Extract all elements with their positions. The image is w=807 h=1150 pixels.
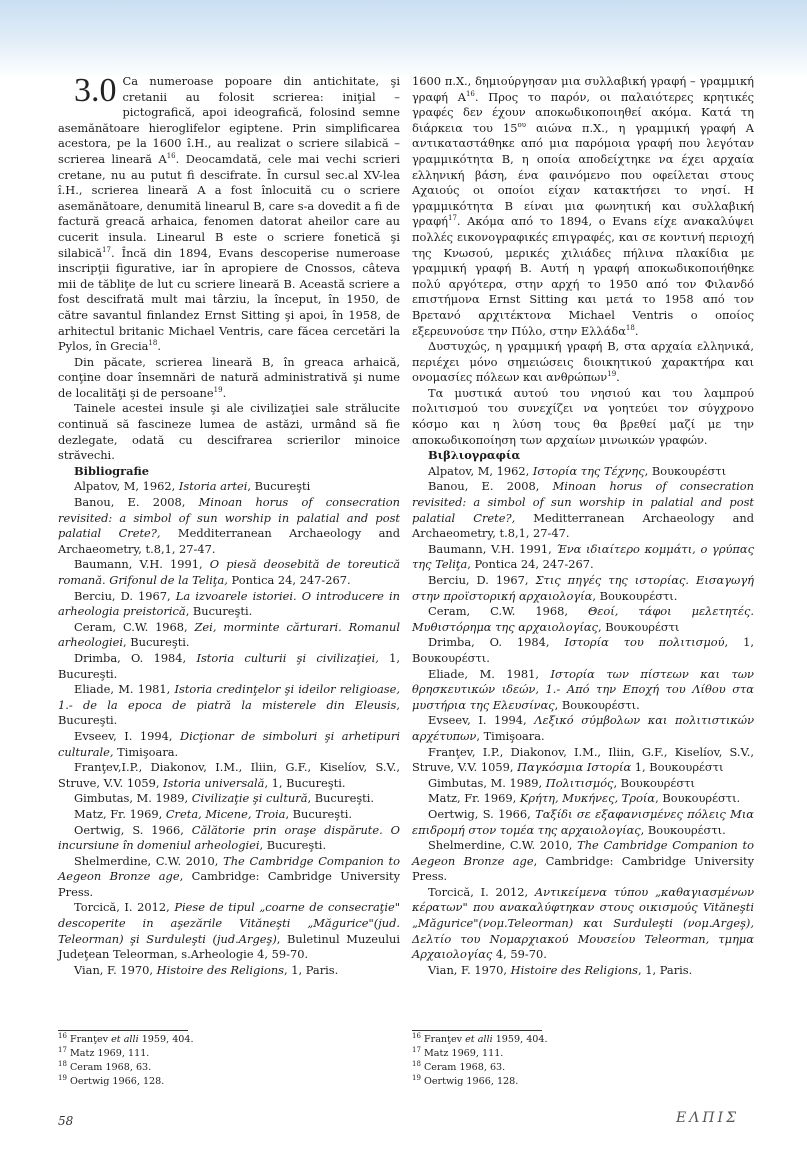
- footnote-text: Matz 1969, 111.: [420, 1048, 504, 1059]
- bibliography-entry: [58, 589, 400, 620]
- reference-title: Κρήτη, Μυκήνες, Τροία: [519, 791, 656, 806]
- reference-title: The Cambridge Companion to Aegeon Bronze age: [412, 838, 754, 868]
- paragraph-text: .: [616, 370, 620, 385]
- bibliography-entry: [412, 573, 754, 604]
- intro-paragraph: [58, 74, 400, 355]
- footnote-number: 17: [58, 1045, 67, 1054]
- paragraph: [412, 339, 754, 386]
- bibliography-entry: [58, 651, 400, 682]
- bibliography-entry: [58, 791, 400, 807]
- reference-author: Evseev, I. 1994,: [428, 713, 535, 728]
- footnote-ref[interactable]: 18: [625, 323, 635, 332]
- reference-publication: , Bucureşti.: [185, 604, 253, 619]
- footnote: [58, 1033, 194, 1047]
- paragraph: [58, 355, 400, 402]
- paragraph-text: Δυστυχώς, η γραμμική γραφή Β, στα αρχαία ελληνικά, περιέχει μόνο σημειώσεις διοικητικού χαρακτήρα και ονομασίες πόλεων και ανθρώπων: [412, 339, 754, 385]
- bibliography-entry: [58, 495, 400, 557]
- reference-publication: , Βουκουρέστι.: [554, 697, 640, 712]
- reference-author: Ceram, C.W. 1968,: [74, 619, 195, 634]
- bibliography-entry: [412, 745, 754, 776]
- header-band: [0, 0, 807, 78]
- paragraph-text: .: [222, 385, 227, 400]
- footnotes-right: [412, 1033, 548, 1089]
- footnote-text: et alli: [465, 1034, 493, 1045]
- footnote: [58, 1061, 194, 1075]
- paragraph-text: .: [634, 323, 639, 338]
- intro-text: . Încă din 1894, Evans descoperise numeroase inscripţii figurative, iar în apropiere de Cnossos, câteva mii de tăbliţe de lut cu scriere lineară B. Această scriere a fost descifrată mult mai târziu, la început, în 1950, de către savantul finlandez Ernst Sitting şi apoi, în 1958, de arhitectul britanic Michael Ventris, care făcea cercetări la Pylos, în Grecia: [58, 245, 400, 354]
- reference-title: Στις πηγές της ιστορίας. Εισαγωγή στην προϊστορική αρχαιολογία: [412, 573, 754, 603]
- reference-title: Ιστορία του πολιτισμού: [564, 635, 725, 650]
- reference-publication: Pontica 24, 247-267.: [227, 573, 351, 587]
- footnote-text: Ceram 1968, 63.: [420, 1062, 506, 1073]
- reference-author: Baumann, V.H. 1991,: [74, 557, 210, 572]
- bibliography-entry: [58, 854, 400, 901]
- bibliography-entry: [412, 791, 754, 807]
- bibliography-entry: [412, 667, 754, 714]
- reference-author: Drimba, O. 1984,: [74, 650, 197, 665]
- paragraph: Tainele acestei insule şi ale civilizaţiei sale strălucite continuă să fascineze lumea de astăzi, urmând să fie dezlegate, odată cu descifrarea scrierilor minoice străvechi.: [58, 401, 400, 463]
- footnote-text: Ceram 1968, 63.: [66, 1062, 152, 1073]
- footnote: [412, 1075, 548, 1089]
- footnote-ref[interactable]: 16: [166, 152, 176, 161]
- reference-author: Vian, F. 1970,: [74, 962, 157, 977]
- reference-publication: , Bucureşti.: [285, 806, 352, 821]
- reference-title: Civilizaţie şi cultură: [191, 791, 308, 806]
- reference-publication: , Βουκουρέστι: [644, 463, 727, 478]
- reference-publication: , Pontica 24, 247-267.: [467, 557, 594, 572]
- bibliography-entry: [412, 479, 754, 541]
- reference-author: Shelmerdine, C.W. 2010,: [428, 838, 578, 853]
- footnote-text: Oertwig 1966, 128.: [66, 1076, 165, 1087]
- reference-author: Berciu, D. 1967,: [74, 588, 176, 603]
- reference-author: Oertwig, S. 1966,: [428, 806, 536, 821]
- reference-author: Gimbutas, M. 1989,: [74, 791, 192, 806]
- footnote-text: Oertwig 1966, 128.: [420, 1076, 519, 1087]
- reference-publication: , Βουκουρέστι.: [640, 822, 726, 837]
- reference-author: Matz, Fr. 1969,: [428, 791, 520, 806]
- reference-author: Baumann, V.H. 1991,: [428, 541, 557, 556]
- reference-publication: , Cambridge: Cambridge University Press.: [412, 853, 754, 884]
- footnote-divider: [412, 1030, 542, 1031]
- reference-title: Istoria artei: [178, 479, 248, 494]
- reference-author: Ceram, C.W. 1968,: [428, 604, 588, 619]
- intro-text: .: [157, 339, 161, 354]
- bibliography-entry: [412, 838, 754, 885]
- reference-title: Ταξίδι σε εξαφανισμένες πόλεις Μια επιδρομή στον τομέα της αρχαιολογίας: [412, 806, 754, 837]
- footnote-text: Franţev: [66, 1034, 112, 1045]
- reference-title: Παγκόσμια Ιστορία: [517, 760, 632, 775]
- bibliography-entry: [58, 729, 400, 760]
- footnote: [58, 1075, 194, 1089]
- reference-title: Λεξικό σύμβολων και πολιτιστικών αρχέτυπων: [412, 713, 754, 743]
- footnote-ref[interactable]: 19: [607, 370, 617, 379]
- footnote-divider: [58, 1030, 188, 1031]
- footnote-text: Franţev: [420, 1034, 466, 1045]
- footnote: [412, 1047, 548, 1061]
- reference-title: Αντικείμενα τύπου „καθαγιασμένων κέρατων" που ανακαλύφτηκαν στους οικισμούς Vităneşti „Măgurice"(νομ.Teleorman) και Surduleşti (νομ.Argeş), Δελτίο του Νομαρχιακού Μουσείου Teleorman, τμημα Αρχαιολογίας: [412, 884, 755, 962]
- ordinal-superscript: ου: [517, 120, 526, 129]
- reference-title: The Cambridge Companion to Aegeon Bronze age: [58, 853, 400, 884]
- bibliography-entry: [412, 713, 754, 744]
- footnote-text: et alli: [111, 1034, 139, 1045]
- bibliography-entry: [58, 682, 400, 729]
- reference-publication: , 1, Βουκουρέστι.: [412, 635, 754, 665]
- footnote-text: 1959, 404.: [138, 1034, 194, 1045]
- reference-publication: , Βουκουρέστι: [613, 775, 695, 790]
- footnote-number: 16: [58, 1031, 67, 1040]
- bibliography-entry: [412, 604, 754, 635]
- intro-text: Ca numeroase popoare din antichitate, şi cretanii au folosit scrierea: iniţial – pictografică, apoi ideografică, folosind semne asemănătoare hieroglifelor egiptene. Prin simplificarea acestora, pe la 1600 î.H., au realizat o scriere silabică – scrierea lineară A: [58, 74, 400, 166]
- bibliography-entry: [58, 557, 400, 588]
- paragraph: [412, 74, 754, 339]
- reference-publication: , Βουκουρέστι.: [592, 588, 678, 603]
- reference-title: Minoan horus of consecration revisited: a simbol of sun worship in palatial and post palatial Crete?,: [412, 479, 754, 525]
- bibliography-entry: [58, 823, 400, 854]
- bibliography-entry: [58, 620, 400, 651]
- reference-title: Histoire des Religions: [156, 962, 285, 977]
- bibliography-entry: [412, 885, 754, 963]
- bibliography-entry: [412, 542, 754, 573]
- reference-publication: 1, Βουκουρέστι: [631, 760, 724, 775]
- reference-title: Piese de tipul „coarne de consecraţie" descoperite in aşezările Vităneşti „Măgurice"(jud. Teleorman) şi Surduleşti (jud.Argeş): [58, 900, 400, 946]
- footnote-number: 19: [412, 1073, 421, 1082]
- reference-publication: Meditterranean Archaeology and Archaeometry, t.8,1, 27-47.: [412, 510, 754, 541]
- reference-title: Histoire des Religions: [510, 962, 639, 977]
- paragraph-text: αιώνα π.Χ., η γραμμική γραφή Α αντικαταστάθηκε από μια παρόμοια γραφή που λεγόταν γραμμικότητα Β, η οποία αποδείχτηκε να έχει αρχαία ελληνική βάση, ένα φαινόμενο που οφείλεται στους Αχαιούς οι οποίοι είχαν κατακτήσει το νησί. Η γραμμικότητα Β είναι μια φωνητική και συλλαβική γραφή: [412, 120, 754, 229]
- reference-title: Θεοί, τάφοι μελετητές. Μυθιστόρημα της αρχαιολογίας: [412, 604, 754, 634]
- footnote-ref[interactable]: 17: [102, 245, 111, 254]
- bibliography-entry: [58, 900, 400, 962]
- footnote-ref[interactable]: 19: [213, 386, 223, 395]
- bibliography-heading: Βιβλιογραφία: [428, 448, 521, 463]
- reference-title: Ιστορία της Τέχνης: [532, 463, 645, 478]
- footnote: [412, 1061, 548, 1075]
- footnotes-left: [58, 1033, 194, 1089]
- reference-author: Alpatov, M, 1962,: [428, 463, 533, 478]
- reference-author: Eliade, M. 1981,: [74, 682, 175, 697]
- reference-author: Vian, F. 1970,: [428, 962, 511, 977]
- bibliography-list: [412, 464, 754, 979]
- reference-title: Istoria culturii şi civilizaţiei,: [196, 650, 379, 665]
- reference-publication: , 1, Bucureşti.: [264, 775, 346, 790]
- bibliography-entry: [58, 963, 400, 979]
- bibliography-entry: [412, 776, 754, 792]
- reference-author: Franţev, I.P., Diakonov, I.M., Iliin, G.F., Kiselíov, S.V., Struve, V.V. 1059,: [412, 744, 754, 775]
- bibliography-entry: [412, 464, 754, 480]
- reference-publication: , Buletinul Muzeului Judeţean Teleorman, s.Arheologie 4, 59-70.: [58, 931, 400, 962]
- reference-author: Torcică, I. 2012,: [428, 884, 535, 899]
- footnote-ref[interactable]: 17: [448, 214, 457, 223]
- reference-author: Eliade, M. 1981,: [428, 666, 551, 681]
- reference-publication: , 1, Paris.: [638, 962, 693, 977]
- reference-title: Istoria credinţelor şi ideilor religioase, 1.- de la epoca de piatră la misterele din Eleusis: [58, 682, 400, 712]
- reference-publication: , Bucureşti.: [307, 791, 375, 806]
- footnote: [412, 1033, 548, 1047]
- bibliography-entry: [412, 635, 754, 666]
- reference-publication: 1, Bucureşti.: [58, 650, 400, 681]
- reference-author: Gimbutas, M. 1989,: [428, 775, 546, 790]
- bibliography-list: [58, 479, 400, 978]
- reference-publication: , Timişoara.: [476, 728, 545, 743]
- footnote-text: Matz 1969, 111.: [66, 1048, 150, 1059]
- reference-title: Istoria universală: [163, 775, 265, 790]
- footnote-text: 1959, 404.: [492, 1034, 548, 1045]
- paragraph-text: Din păcate, scrierea lineară B, în greaca arhaică, conţine doar însemnări de natură administrativă şi nume de localităţi şi de persoane: [58, 354, 400, 400]
- reference-title: Zei, morminte cărturari. Romanul arheologiei: [58, 619, 400, 650]
- footnote: [58, 1047, 194, 1061]
- footnote-number: 16: [412, 1031, 421, 1040]
- reference-author: Berciu, D. 1967,: [428, 573, 536, 587]
- reference-title: Ιστορία των πίστεων και των θρησκευτικών ιδεών, 1.- Από την Εποχή του Λίθου στα μυστήρια της Ελευσίνας: [412, 666, 754, 712]
- reference-author: Banou, E. 2008,: [74, 495, 199, 510]
- reference-title: Călătorie prin oraşe dispărute. O incursiune în domeniul arheologiei: [58, 822, 400, 853]
- reference-author: Shelmerdine, C.W. 2010,: [74, 853, 224, 868]
- reference-title: Dicţionar de simboluri şi arhetipuri culturale,: [58, 728, 400, 759]
- bibliography-heading: Bibliografie: [74, 463, 150, 478]
- paragraph: Τα μυστικά αυτού του νησιού και του λαμπρού πολιτισμού του συνεχίζει να γοητεύει τον σύγχρονο κόσμο και η λύση τους θα βρεθεί μαζί με την αποκωδικοποίηση των αρχαίων μινωικών γραφών.: [412, 385, 754, 447]
- paragraph-text: . Προς το παρόν, οι παλαιότερες κρητικές γραφές δεν έχουν αποκωδικοποιηθεί ακόμα. Κατά τη διάρκεια του 15: [412, 89, 755, 135]
- reference-author: Oertwig, S. 1966,: [74, 822, 192, 837]
- reference-title: Creta, Micene, Troia: [165, 806, 286, 821]
- reference-publication: , Βουκουρέστι.: [655, 791, 741, 806]
- reference-publication: , Bucureşti.: [259, 838, 327, 853]
- bibliography-entry: [58, 807, 400, 823]
- reference-publication: , Cambridge: Cambridge University Press.: [58, 869, 400, 899]
- reference-title: Minoan horus of consecration revisited: a simbol of sun worship in palatial and post palatial Crete?,: [58, 495, 400, 541]
- reference-author: Matz, Fr. 1969,: [74, 806, 166, 821]
- reference-publication: Medditerranean Archaeology and Archaeometry, t.8,1, 27-47.: [58, 526, 400, 556]
- reference-publication: , Βουκουρέστι: [597, 619, 680, 634]
- reference-publication: , Bucureşti: [247, 479, 311, 494]
- bibliography-entry: [412, 807, 754, 838]
- reference-title: O piesă deosebită de toreutică romană. Grifonul de la Teliţa,: [58, 557, 401, 587]
- footnote-number: 18: [412, 1059, 421, 1068]
- reference-author: Drimba, O. 1984,: [428, 635, 565, 650]
- footnote-number: 18: [58, 1059, 67, 1068]
- reference-publication: , Bucureşti.: [58, 697, 400, 728]
- intro-text: . Deocamdată, cele mai vechi scrieri cretane, nu au putut fi descifrate. În cursul sec.al XV-lea î.H., scrierea lineară A a fost înlocuită cu o scriere asemănătoare, denumită linearul B, care s-a dovedit a fi de factură greacă arhaica, fenomen datorat aheilor care au cucerit insula. Linearul B este o scriere fonetică şi silabică: [58, 151, 400, 260]
- footnote-ref[interactable]: 18: [148, 339, 158, 348]
- right-column: [412, 74, 754, 978]
- reference-publication: Timişoara.: [113, 744, 179, 759]
- footnote-number: 19: [58, 1073, 67, 1082]
- reference-title: Πολιτισμός: [545, 775, 614, 790]
- bibliography-entry: [412, 963, 754, 979]
- reference-publication: , 1, Paris.: [284, 962, 339, 977]
- journal-name: ΕΛΠΙΣ: [676, 1110, 739, 1126]
- reference-author: Evseev, I. 1994,: [74, 728, 180, 743]
- left-column: [58, 74, 400, 978]
- footnote-number: 17: [412, 1045, 421, 1054]
- page-number: 58: [58, 1114, 74, 1128]
- reference-title: Ένα ιδιαίτερο κομμάτι, ο γρύπας της Teliţa: [412, 541, 754, 572]
- reference-author: Banou, E. 2008,: [428, 479, 553, 494]
- paragraph-text: . Ακόμα από το 1894, ο Evans είχε ανακαλύψει πολλές εικονογραφικές επιγραφές, και σε κοντινή περιοχή της Κνωσού, μερικές χιλιάδες πήλινα πλακίδια με γραμμική γραφή Β. Αυτή η γραφή αποκωδικοποιήθηκε πολύ αργότερα, στην αρχή το 1950 από τον Φιλανδό επιστήμονα Ernst Sitting και μετά το 1958 από τον Βρετανό αρχιτέκτονα Michael Ventris ο οποίος εξερευνούσε την Πύλο, στην Ελλάδα: [412, 214, 754, 338]
- section-number: 3.0: [74, 72, 117, 109]
- reference-author: Torcică, I. 2012,: [74, 900, 175, 915]
- reference-title: La izvoarele istoriei. O introducere in arheologia preistorică: [58, 588, 400, 619]
- reference-publication: , Bucureşti.: [123, 635, 190, 650]
- footnote-ref[interactable]: 16: [465, 89, 475, 98]
- reference-publication: 4, 59-70.: [492, 947, 547, 962]
- bibliography-entry: [58, 479, 400, 495]
- paragraph-text: 1600 π.Χ., δημιούργησαν μια συλλαβική γραφή – γραμμική γραφή Α: [412, 74, 754, 104]
- reference-author: Alpatov, M, 1962,: [74, 479, 179, 494]
- bibliography-entry: [58, 760, 400, 791]
- reference-author: Franţev,I.P., Diakonov, I.M., Iliin, G.F., Kiselíov, S.V., Struve, V.V. 1059,: [58, 760, 400, 790]
